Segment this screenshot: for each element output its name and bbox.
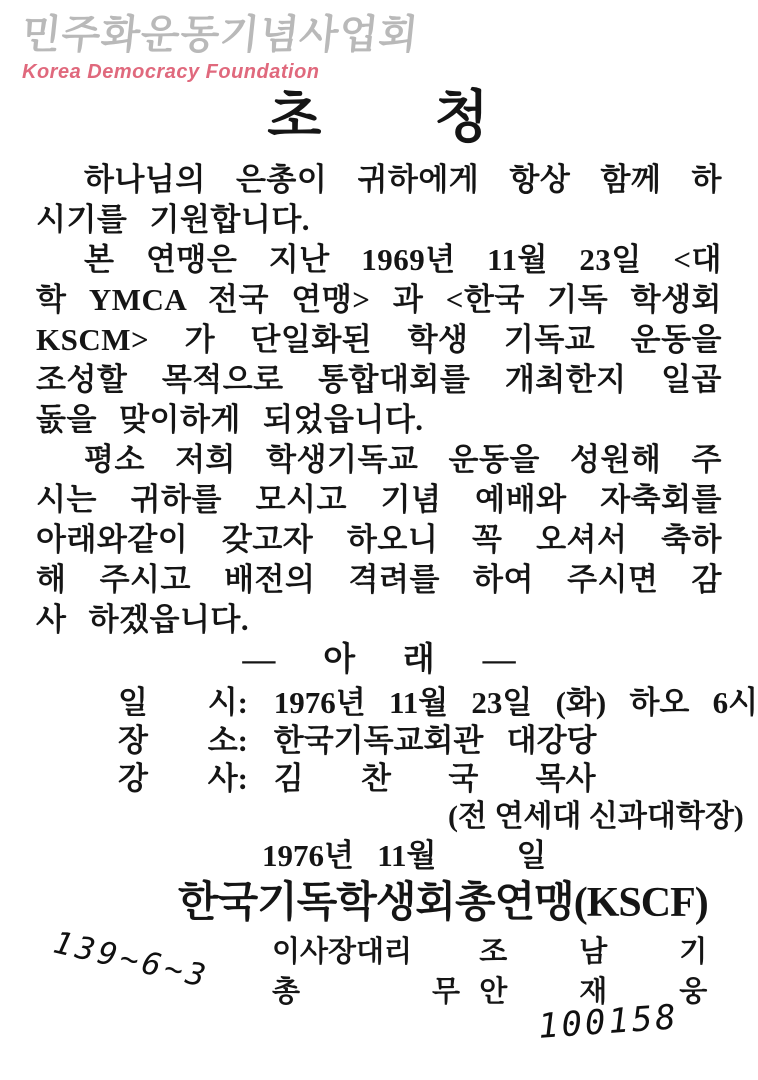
signature-name-secretary: 안 재 웅 — [479, 976, 708, 1008]
signature-role-chairman: 이사장대리 — [272, 936, 413, 968]
watermark-korean-logo: 민주화운동기념사업회 — [19, 12, 421, 58]
signature-row-chairman — [272, 932, 758, 972]
handwritten-registry-number: 100158 — [536, 997, 681, 1047]
section-divider-arae: — 아 래 — — [242, 642, 516, 678]
signature-block — [272, 932, 758, 1012]
handwritten-archive-code: 139~6~3 — [49, 924, 213, 996]
body-line-history-1: 본 연맹은 지난 1969년 11월 23일 <대 — [84, 242, 722, 277]
detail-row-place — [118, 722, 758, 760]
speaker-title-note: (전 연세대 신과대학장) — [448, 800, 744, 833]
closing-date-main: 1976년 11월 — [262, 838, 437, 873]
body-line-history-2: 학 YMCA 전국 연맹> 과 <한국 기독 학생회 — [36, 282, 722, 317]
watermark-english-logo: Korea Democracy Foundation — [22, 61, 320, 83]
detail-value-place: 한국기독교회관 대강당 — [273, 723, 597, 758]
body-line-invite-1: 평소 저희 학생기독교 운동을 성원해 주 — [84, 442, 722, 477]
event-details — [118, 684, 758, 836]
detail-label-speaker: 강 사: — [118, 761, 248, 796]
detail-label-datetime: 일 시: — [118, 685, 248, 720]
signature-role-secretary: 총 무 — [272, 976, 460, 1008]
document-body — [36, 160, 722, 640]
body-line-invite-3: 아래와같이 갖고자 하오니 꼭 오셔서 축하 — [36, 522, 722, 557]
body-line-invite-4: 해 주시고 배전의 격려를 하여 주시면 감 — [36, 562, 722, 597]
body-line-invite-2: 시는 귀하를 모시고 기념 예배와 자축회를 — [36, 482, 722, 517]
document-title: 초 청 — [267, 87, 491, 149]
detail-row-speaker — [118, 760, 758, 798]
body-line-blessing-1: 하나님의 은총이 귀하에게 항상 함께 하 — [84, 162, 722, 197]
body-line-history-3: KSCM> 가 단일화된 학생 기독교 운동을 — [36, 322, 722, 357]
signature-row-secretary — [272, 972, 758, 1012]
detail-value-datetime: 1976년 11월 23일 (화) 하오 6시 — [273, 685, 758, 720]
detail-value-speaker: 김 찬 국 목사 — [273, 761, 596, 796]
body-line-invite-5: 사 하겠읍니다. — [36, 602, 250, 637]
closing-date-line — [262, 836, 758, 876]
archive-watermark — [19, 12, 421, 84]
body-line-history-4: 조성할 목적으로 통합대회를 개최한지 일곱 — [36, 362, 722, 397]
signature-name-chairman: 조 남 기 — [479, 936, 708, 968]
detail-row-datetime — [118, 684, 758, 722]
organization-name: 한국기독학생회총연맹(KSCF) — [178, 880, 708, 926]
body-line-blessing-2: 시기를 기원합니다. — [36, 202, 311, 237]
detail-label-place: 장 소: — [118, 723, 248, 758]
closing-date-day: 일 — [516, 838, 547, 873]
body-line-history-5: 돐을 맞이하게 되었읍니다. — [36, 402, 424, 437]
